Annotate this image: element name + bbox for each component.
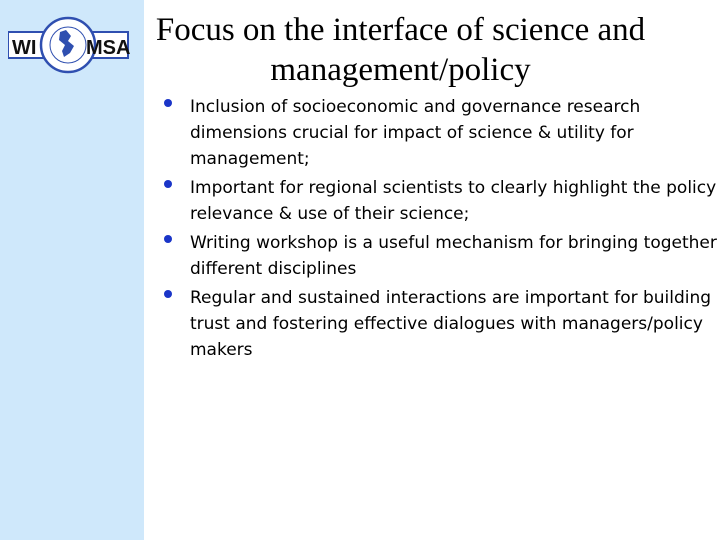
bullet-item <box>160 230 720 282</box>
bullet-item <box>160 175 720 227</box>
logo-wi-text: WI <box>12 37 37 59</box>
bullet-text: Important for regional scientists to clearly highlight the policy relevance & use of their science; <box>190 178 717 224</box>
bullet-item <box>160 285 720 363</box>
bullet-list <box>160 94 720 366</box>
bullet-text: Regular and sustained interactions are important for building trust and fostering effective dialogues with managers/policy makers <box>190 288 712 360</box>
title-line-2: management/policy <box>270 52 531 88</box>
bullet-dot-icon <box>164 99 172 107</box>
bullet-text: Inclusion of socioeconomic and governance research dimensions crucial for impact of science & utility for management; <box>190 97 641 169</box>
bullet-item <box>160 94 720 172</box>
title-line-1: Focus on the interface of science and <box>155 12 646 48</box>
slide-title <box>108 10 693 90</box>
logo-msa-text: MSA <box>86 37 130 59</box>
bullet-dot-icon <box>164 235 172 243</box>
bullet-text: Writing workshop is a useful mechanism for bringing together different disciplines <box>190 233 717 279</box>
bullet-dot-icon <box>164 180 172 188</box>
bullet-dot-icon <box>164 290 172 298</box>
